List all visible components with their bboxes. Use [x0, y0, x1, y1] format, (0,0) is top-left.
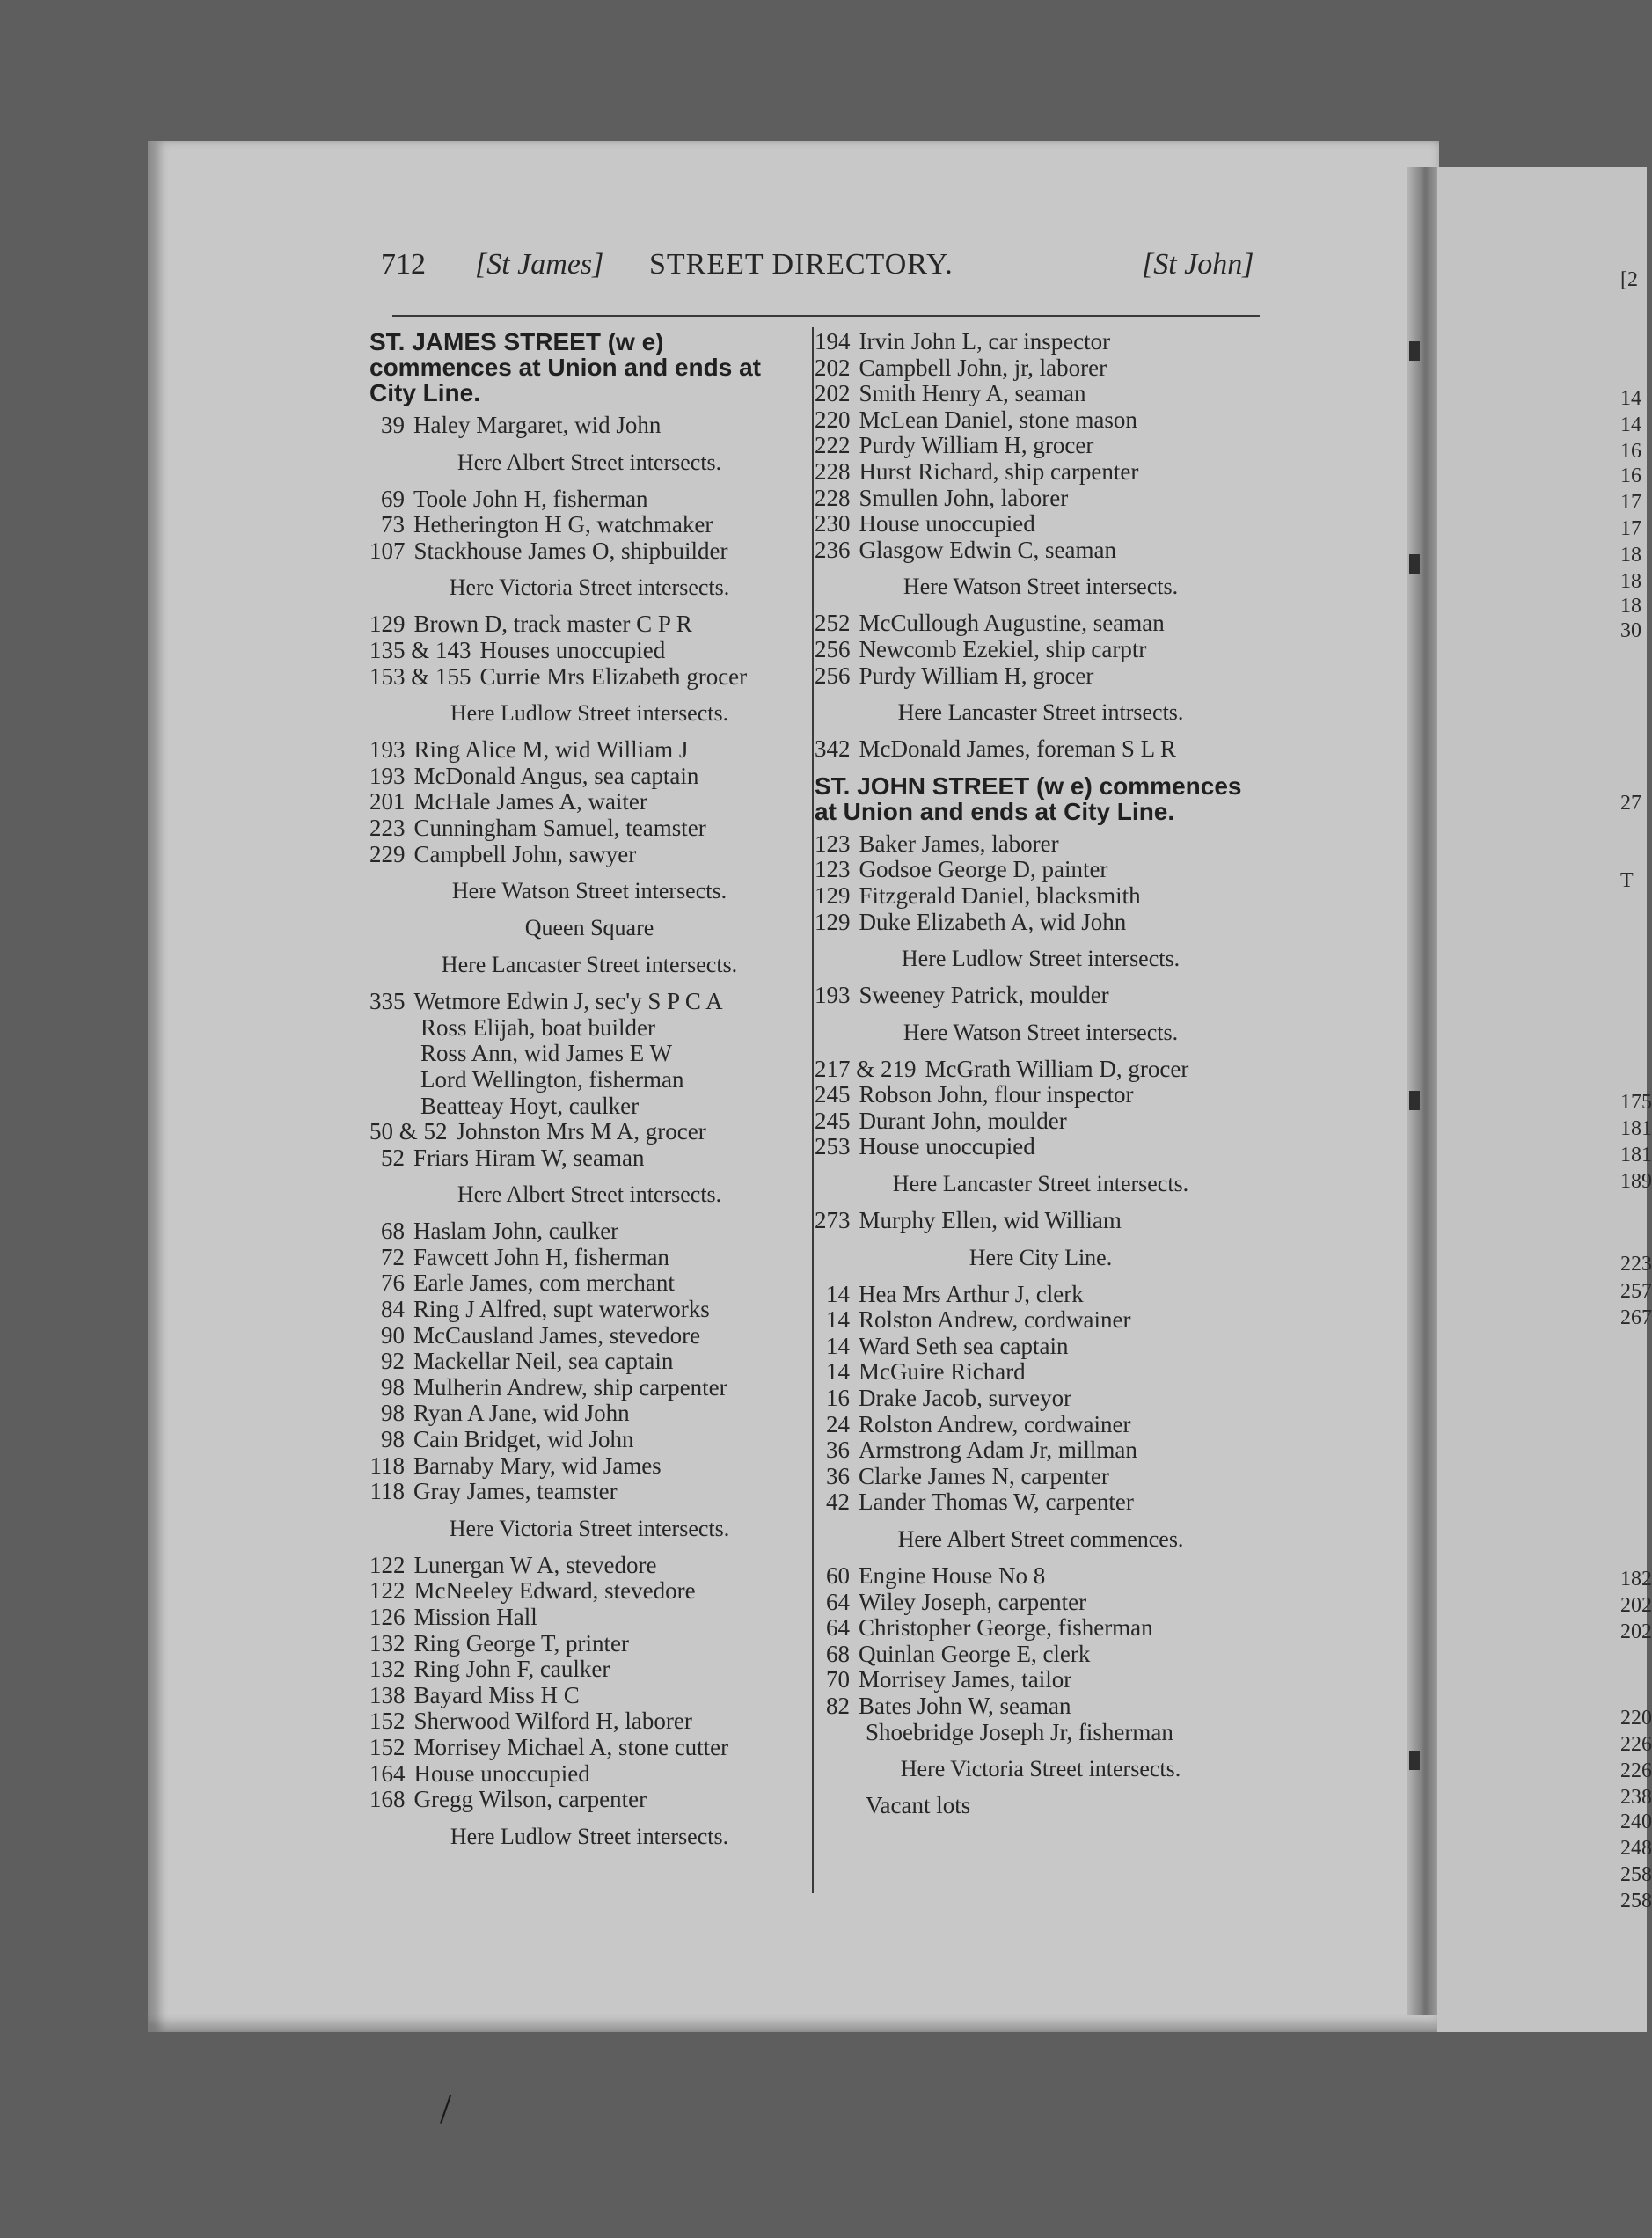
intersection-note: Here Victoria Street intersects.	[449, 574, 730, 601]
edge-number: 220	[1620, 1707, 1652, 1730]
house-number: 132	[369, 1629, 406, 1657]
house-number: 52	[381, 1144, 405, 1171]
house-number: 223	[369, 814, 406, 841]
directory-entry	[815, 1464, 1267, 1490]
directory-entry	[815, 910, 1267, 936]
house-number: 39	[381, 412, 405, 438]
directory-entry	[369, 1735, 809, 1761]
intersection-note: Here Ludlow Street intersects.	[901, 946, 1181, 972]
resident-text: Sweeney Patrick, moulder	[859, 982, 1109, 1009]
resident-text: Ross Elijah, boat builder	[420, 1013, 655, 1041]
intersection-note: Here Albert Street intersects.	[457, 1181, 722, 1208]
house-number: 122	[369, 1551, 406, 1578]
house-number: 16	[826, 1385, 850, 1412]
resident-text: McLean Daniel, stone mason	[859, 406, 1137, 433]
house-number: 335	[369, 988, 406, 1015]
edge-number: 17	[1620, 517, 1641, 540]
resident-text: Irvin John L, car inspector	[859, 328, 1111, 355]
resident-text: Hea Mrs Arthur J, clerk	[859, 1280, 1084, 1307]
directory-entry	[815, 983, 1267, 1009]
house-number: 256	[815, 635, 851, 662]
house-number: 107	[369, 537, 406, 564]
resident-text: Currie Mrs Elizabeth grocer	[479, 662, 748, 690]
house-number: 135 & 143	[369, 636, 471, 663]
directory-entry	[369, 538, 809, 565]
directory-entry	[369, 1119, 809, 1145]
house-number: 42	[826, 1488, 850, 1516]
resident-text: Morrisey Michael A, stone cutter	[413, 1733, 729, 1760]
resident-text: House unoccupied	[413, 1759, 590, 1787]
edge-number: 14	[1620, 387, 1641, 410]
house-number: 164	[369, 1759, 406, 1787]
directory-entry	[369, 815, 809, 842]
resident-text: Duke Elizabeth A, wid John	[859, 908, 1127, 935]
edge-number: 182	[1620, 1568, 1652, 1591]
intersection-note: Here Albert Street commences.	[897, 1526, 1184, 1552]
house-number: 217 & 219	[815, 1055, 917, 1082]
resident-text: Godsoe George D, painter	[859, 856, 1108, 883]
edge-number: 18	[1620, 544, 1641, 567]
edge-number: 16	[1620, 440, 1641, 463]
house-number: 193	[369, 736, 406, 764]
house-number: 342	[815, 735, 851, 763]
house-number: 123	[815, 830, 851, 857]
resident-text: Smullen John, laborer	[859, 484, 1069, 511]
house-number: 72	[381, 1243, 405, 1270]
directory-entry	[815, 1108, 1267, 1135]
left-column	[369, 329, 809, 1861]
edge-number: 175	[1620, 1091, 1652, 1114]
house-number: 129	[815, 881, 851, 909]
edge-number: 240	[1620, 1810, 1652, 1833]
resident-text: Ryan A Jane, wid John	[413, 1400, 630, 1427]
edge-number: 258	[1620, 1890, 1652, 1913]
resident-text: Cain Bridget, wid John	[413, 1426, 634, 1453]
house-number: 245	[815, 1081, 851, 1108]
resident-text: McGrath William D, grocer	[925, 1055, 1189, 1082]
edge-number: 226	[1620, 1733, 1652, 1756]
edge-number: 226	[1620, 1759, 1652, 1782]
directory-entry	[815, 1693, 1267, 1720]
directory-entry	[815, 1590, 1267, 1616]
resident-text: McNeeley Edward, stevedore	[413, 1577, 696, 1605]
directory-entry	[369, 1015, 809, 1042]
intersection-note: Here Watson Street intersects.	[903, 574, 1179, 600]
house-number: 36	[826, 1437, 850, 1464]
house-number: 24	[826, 1410, 850, 1437]
directory-entry	[369, 1245, 809, 1271]
resident-text: Clarke James N, carpenter	[859, 1462, 1109, 1489]
directory-entry	[815, 1307, 1267, 1334]
next-page-edge	[1437, 167, 1647, 2032]
house-number: 220	[815, 406, 851, 433]
resident-text: Brown D, track master C P R	[413, 611, 692, 638]
house-number: 14	[826, 1280, 850, 1307]
right-column	[815, 329, 1267, 1819]
edge-number: 18	[1620, 570, 1641, 593]
house-number: 230	[815, 510, 851, 538]
edge-number: 257	[1620, 1280, 1652, 1303]
directory-entry	[369, 1683, 809, 1709]
directory-entry	[815, 1282, 1267, 1308]
house-number: 14	[826, 1332, 850, 1359]
resident-text: Mission Hall	[413, 1604, 537, 1630]
directory-entry	[369, 1145, 809, 1172]
directory-entry	[369, 1041, 809, 1067]
resident-text: Purdy William H, grocer	[859, 662, 1094, 689]
edge-number: 202	[1620, 1620, 1652, 1643]
edge-number: 181	[1620, 1144, 1652, 1167]
resident-text: Earle James, com merchant	[413, 1269, 675, 1297]
house-number: 73	[381, 511, 405, 538]
house-number: 36	[826, 1462, 850, 1489]
directory-entry	[815, 329, 1267, 355]
house-number: 132	[369, 1656, 406, 1683]
resident-text: Wiley Joseph, carpenter	[859, 1588, 1087, 1615]
resident-text: Cunningham Samuel, teamster	[413, 814, 706, 841]
house-number: 64	[826, 1588, 850, 1615]
house-number: 202	[815, 354, 851, 381]
directory-entry	[815, 1563, 1267, 1590]
house-number: 194	[815, 328, 851, 355]
directory-entry	[369, 1453, 809, 1480]
right-guide-word: [St John]	[1142, 248, 1254, 281]
resident-text: Lander Thomas W, carpenter	[859, 1488, 1134, 1516]
house-number: 193	[369, 762, 406, 789]
edge-number: T	[1620, 869, 1634, 892]
directory-entry	[369, 989, 809, 1015]
directory-entry	[369, 1093, 809, 1120]
house-number: 98	[381, 1373, 405, 1401]
resident-text: Christopher George, fisherman	[859, 1614, 1153, 1642]
left-guide-word: [St James]	[475, 248, 604, 281]
resident-text: Newcomb Ezekiel, ship carptr	[859, 635, 1147, 662]
directory-entry	[369, 1657, 809, 1683]
edge-number: 267	[1620, 1306, 1652, 1329]
house-number: 228	[815, 484, 851, 511]
page-header	[381, 248, 1269, 294]
house-number: 60	[826, 1562, 850, 1589]
header-rule	[392, 315, 1260, 317]
resident-text: Johnston Mrs M A, grocer	[456, 1118, 706, 1145]
house-number: 98	[381, 1426, 405, 1453]
resident-text: Durant John, moulder	[859, 1107, 1067, 1134]
edge-number: 16	[1620, 464, 1641, 487]
directory-entry	[815, 1489, 1267, 1516]
directory-entry	[815, 1793, 1267, 1819]
resident-text: McDonald Angus, sea captain	[413, 762, 699, 789]
house-number: 82	[826, 1692, 850, 1719]
directory-entry	[369, 1270, 809, 1297]
directory-entry	[815, 1720, 1267, 1746]
directory-entry	[369, 1631, 809, 1657]
directory-entry	[369, 1218, 809, 1245]
house-number: 14	[826, 1306, 850, 1334]
resident-text: Glasgow Edwin C, seaman	[859, 536, 1116, 563]
house-number: 152	[369, 1708, 406, 1735]
house-number: 122	[369, 1577, 406, 1605]
house-number: 64	[826, 1614, 850, 1642]
intersection-note: Here Watson Street intersects.	[451, 878, 727, 904]
house-number: 193	[815, 982, 851, 1009]
edge-number: 17	[1620, 491, 1641, 514]
resident-text: Sherwood Wilford H, laborer	[413, 1708, 692, 1735]
intersection-note: Here Lancaster Street intrsects.	[897, 699, 1184, 726]
directory-entry	[815, 1642, 1267, 1668]
edge-number: 27	[1620, 792, 1641, 815]
directory-entry	[369, 1761, 809, 1788]
resident-text: Fitzgerald Daniel, blacksmith	[859, 881, 1141, 909]
directory-entry	[815, 381, 1267, 407]
resident-text: McDonald James, foreman S L R	[859, 735, 1176, 763]
directory-entry	[369, 842, 809, 868]
house-number: 252	[815, 610, 851, 637]
edge-number: 181	[1620, 1117, 1652, 1140]
resident-text: McGuire Richard	[859, 1358, 1026, 1386]
house-number: 14	[826, 1358, 850, 1386]
resident-text: Mulherin Andrew, ship carpenter	[413, 1373, 727, 1401]
directory-entry	[369, 764, 809, 790]
resident-text: McCullough Augustine, seaman	[859, 610, 1165, 637]
edge-number: 238	[1620, 1786, 1652, 1809]
resident-text: McCausland James, stevedore	[413, 1321, 701, 1349]
directory-entry	[369, 1427, 809, 1453]
resident-text: Friars Hiram W, seaman	[413, 1144, 645, 1171]
binding-clip	[1409, 1091, 1420, 1110]
resident-text: Mackellar Neil, sea captain	[413, 1348, 674, 1375]
house-number: 229	[369, 840, 406, 867]
binding-clip	[1409, 1751, 1420, 1770]
house-number: 228	[815, 457, 851, 485]
directory-entry	[815, 1667, 1267, 1693]
house-number: 245	[815, 1107, 851, 1134]
resident-text: Haley Margaret, wid John	[413, 412, 662, 438]
directory-entry	[369, 1578, 809, 1605]
directory-entry	[815, 433, 1267, 459]
house-number: 123	[815, 856, 851, 883]
column-rule	[812, 327, 814, 1893]
house-number: 76	[381, 1269, 405, 1297]
edge-number: 223	[1620, 1253, 1652, 1276]
resident-text: Rolston Andrew, cordwainer	[859, 1410, 1131, 1437]
directory-entry	[815, 857, 1267, 883]
resident-text: Wetmore Edwin J, sec'y S P C A	[413, 988, 723, 1015]
directory-entry	[815, 637, 1267, 663]
house-number: 153 & 155	[369, 662, 471, 690]
resident-text: Stackhouse James O, shipbuilder	[413, 537, 728, 564]
directory-entry	[369, 1297, 809, 1323]
resident-text: Toole John H, fisherman	[413, 485, 648, 512]
house-number: 236	[815, 536, 851, 563]
resident-text: Campbell John, jr, laborer	[859, 354, 1107, 381]
resident-text: Gregg Wilson, carpenter	[413, 1786, 647, 1813]
edge-number: [2	[1620, 268, 1638, 291]
resident-text: House unoccupied	[859, 1133, 1035, 1160]
house-number: 92	[381, 1348, 405, 1375]
resident-text: Vacant lots	[866, 1792, 971, 1819]
resident-text: Shoebridge Joseph Jr, fisherman	[866, 1718, 1173, 1745]
stray-mark: /	[440, 2086, 452, 2132]
directory-entry	[369, 611, 809, 638]
house-number: 68	[381, 1218, 405, 1245]
binding-clip	[1409, 341, 1420, 361]
house-number: 69	[381, 485, 405, 512]
house-number: 68	[826, 1640, 850, 1667]
directory-entry	[369, 512, 809, 538]
street-heading-st-james: ST. JAMES STREET (w e) commences at Union and ends at City Line.	[369, 328, 761, 406]
house-number: 84	[381, 1296, 405, 1323]
edge-number: 18	[1620, 595, 1641, 618]
directory-entry	[815, 1386, 1267, 1412]
resident-text: Ross Ann, wid James E W	[420, 1040, 673, 1067]
directory-entry	[815, 1412, 1267, 1438]
resident-text: Hetherington H G, watchmaker	[413, 511, 713, 538]
resident-text: Smith Henry A, seaman	[859, 380, 1086, 407]
house-number: 70	[826, 1666, 850, 1693]
directory-entry	[369, 1349, 809, 1375]
house-number: 129	[815, 908, 851, 935]
resident-text: Ring Alice M, wid William J	[413, 736, 689, 764]
resident-text: House unoccupied	[859, 510, 1035, 538]
resident-text: Robson John, flour inspector	[859, 1081, 1134, 1108]
intersection-note: Here Victoria Street intersects.	[449, 1515, 730, 1541]
directory-entry	[815, 1208, 1267, 1234]
resident-text: Ring John F, caulker	[413, 1656, 610, 1683]
directory-entry	[369, 664, 809, 691]
house-number: 253	[815, 1133, 851, 1160]
resident-text: Gray James, teamster	[413, 1478, 618, 1505]
intersection-note: Here City Line.	[969, 1244, 1113, 1270]
resident-text: Drake Jacob, surveyor	[859, 1385, 1072, 1412]
directory-entry	[815, 486, 1267, 512]
edge-number: 189	[1620, 1170, 1652, 1193]
resident-text: Armstrong Adam Jr, millman	[859, 1437, 1137, 1464]
directory-entry	[369, 1323, 809, 1349]
resident-text: Fawcett John H, fisherman	[413, 1243, 669, 1270]
resident-text: Baker James, laborer	[859, 830, 1059, 857]
directory-entry	[815, 663, 1267, 690]
house-number: 118	[369, 1452, 405, 1479]
house-number: 129	[369, 611, 406, 638]
resident-text: Rolston Andrew, cordwainer	[859, 1306, 1131, 1334]
directory-entry	[369, 1553, 809, 1579]
intersection-note: Here Lancaster Street intersects.	[441, 952, 738, 978]
directory-entry	[369, 486, 809, 513]
directory-entry	[815, 1082, 1267, 1108]
resident-text: Ring George T, printer	[413, 1629, 629, 1657]
resident-text: Murphy Ellen, wid William	[859, 1207, 1122, 1234]
directory-entry	[815, 611, 1267, 637]
intersection-note: Here Ludlow Street intersects.	[450, 700, 729, 727]
house-number: 152	[369, 1733, 406, 1760]
directory-entry	[369, 413, 809, 439]
directory-entry	[369, 1401, 809, 1427]
resident-text: Lunergan W A, stevedore	[413, 1551, 657, 1578]
resident-text: Bates John W, seaman	[859, 1692, 1071, 1719]
intersection-note: Here Victoria Street intersects.	[900, 1756, 1181, 1782]
directory-entry	[815, 831, 1267, 858]
resident-text: Hurst Richard, ship carpenter	[859, 457, 1139, 485]
resident-text: Morrisey James, tailor	[859, 1666, 1072, 1693]
house-number: 126	[369, 1604, 406, 1630]
directory-entry	[369, 789, 809, 815]
house-number: 273	[815, 1207, 851, 1234]
directory-entry	[815, 511, 1267, 538]
directory-entry	[815, 1134, 1267, 1160]
intersection-note: Here Ludlow Street intersects.	[450, 1823, 729, 1849]
directory-entry	[369, 1479, 809, 1505]
resident-text: Ward Seth sea captain	[859, 1332, 1069, 1359]
intersection-note: Here Lancaster Street intersects.	[892, 1171, 1189, 1197]
edge-number: 202	[1620, 1594, 1652, 1617]
directory-entry	[815, 1334, 1267, 1360]
directory-entry	[369, 737, 809, 764]
resident-text: Lord Wellington, fisherman	[420, 1065, 684, 1093]
directory-entry	[815, 459, 1267, 486]
house-number: 222	[815, 432, 851, 459]
directory-entry	[815, 736, 1267, 763]
house-number: 201	[369, 788, 406, 815]
resident-text: Campbell John, sawyer	[413, 840, 637, 867]
house-number: 98	[381, 1400, 405, 1427]
directory-entry	[369, 1067, 809, 1093]
resident-text: Houses unoccupied	[479, 636, 666, 663]
page-number: 712	[381, 248, 426, 281]
resident-text: Bayard Miss H C	[413, 1681, 580, 1708]
intersection-note: Here Albert Street intersects.	[457, 449, 722, 475]
directory-entry	[815, 1615, 1267, 1642]
directory-entry	[815, 538, 1267, 564]
street-heading-st-john: ST. JOHN STREET (w e) commences at Union and ends at City Line.	[815, 772, 1242, 825]
directory-entry	[369, 1787, 809, 1813]
house-number: 202	[815, 380, 851, 407]
directory-entry	[815, 1437, 1267, 1464]
directory-entry	[369, 1708, 809, 1735]
edge-number: 30	[1620, 619, 1641, 642]
house-number: 118	[369, 1478, 405, 1505]
resident-text: Barnaby Mary, wid James	[413, 1452, 662, 1479]
house-number: 90	[381, 1321, 405, 1349]
resident-text: Haslam John, caulker	[413, 1218, 619, 1245]
intersection-note: Queen Square	[524, 915, 654, 941]
directory-entry	[815, 1057, 1267, 1083]
house-number: 168	[369, 1786, 406, 1813]
intersection-note: Here Watson Street intersects.	[903, 1019, 1179, 1045]
resident-text: Ring J Alfred, supt waterworks	[413, 1296, 710, 1323]
house-number: 138	[369, 1681, 406, 1708]
page-title: STREET DIRECTORY.	[649, 248, 954, 281]
edge-number: 14	[1620, 413, 1641, 436]
directory-entry	[815, 883, 1267, 910]
directory-entry	[369, 1605, 809, 1631]
directory-entry	[369, 638, 809, 664]
resident-text: McHale James A, waiter	[413, 788, 647, 815]
resident-text: Quinlan George E, clerk	[859, 1640, 1091, 1667]
edge-number: 248	[1620, 1837, 1652, 1860]
directory-entry	[369, 1375, 809, 1401]
directory-entry	[815, 355, 1267, 382]
resident-text: Purdy William H, grocer	[859, 432, 1094, 459]
directory-entry	[815, 407, 1267, 434]
edge-number: 258	[1620, 1863, 1652, 1886]
resident-text: Engine House No 8	[859, 1562, 1046, 1589]
house-number: 50 & 52	[369, 1118, 448, 1145]
directory-entry	[815, 1359, 1267, 1386]
house-number: 256	[815, 662, 851, 689]
resident-text: Beatteay Hoyt, caulker	[420, 1092, 640, 1119]
binding-clip	[1409, 554, 1420, 574]
